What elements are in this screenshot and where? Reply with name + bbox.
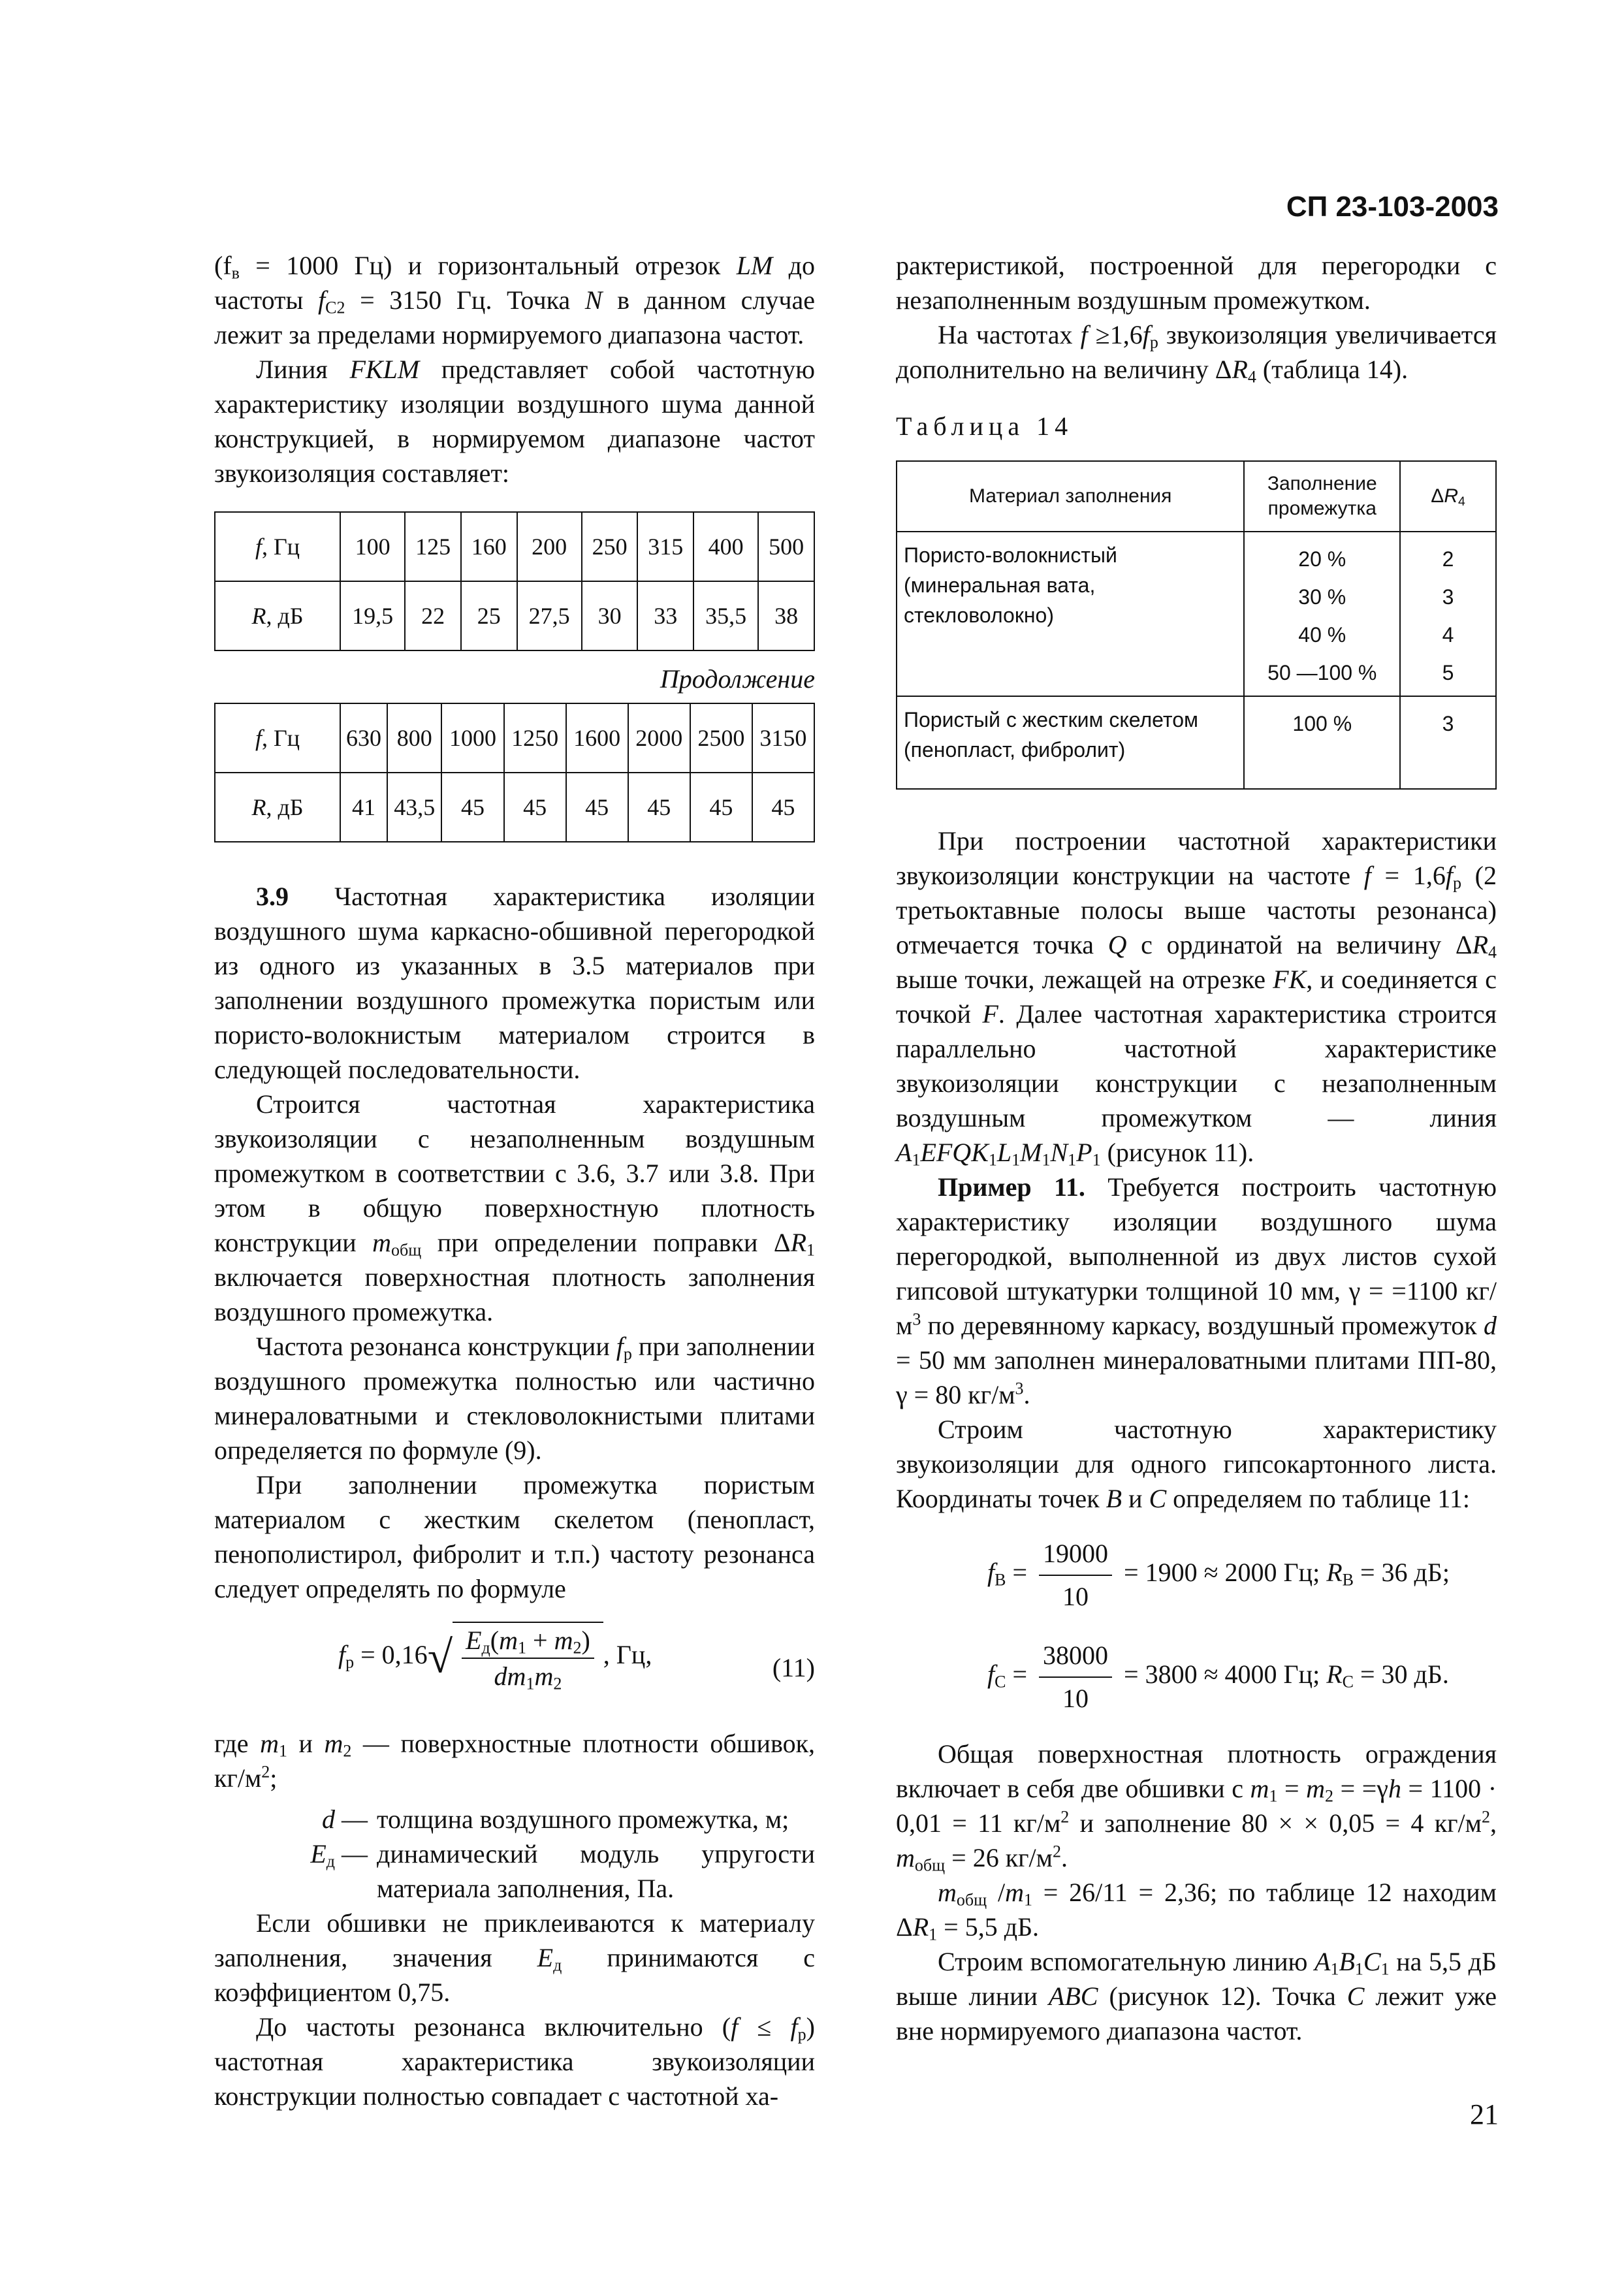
example-11-paragraph: Пример 11. Требуется построить частотную характеристику изоляции воздушного шума перегородкой, выполненной из двух листов сухой гипсовой штукатурки толщиной 10 мм, γ = =1100 $кг/м^3$ по деревянному каркасу, воздушный промежуток d = 50 мм заполнен минераловатными плитами ПП-80, γ = 80 $кг/м^3$. — [896, 1172, 1497, 1409]
table-cell: 45 — [441, 773, 503, 842]
paragraph: Строим вспомогательную линию $A_1B_1C_1$ на 5,5 дБ выше линии ABC (рисунок 12). Точка C лежит уже вне нормируемого диапазона частот. — [896, 1947, 1497, 2045]
table-cell: 33 — [637, 581, 693, 650]
sound-table-1 — [214, 511, 815, 842]
left-column — [214, 248, 815, 2113]
paragraph: ($f_в = 1000$ Гц) и горизонтальный отрезок LM до частоты $f_{С2} = 3150$ Гц. Точка N в данном случае лежит за пределами нормируемого диапазона частот. — [214, 251, 815, 349]
table-cell: 45 — [504, 773, 566, 842]
table-row — [215, 773, 814, 842]
fill-value: 40 % — [1298, 623, 1346, 647]
table-cell: 45 — [566, 773, 628, 842]
delta-r-value: 5 — [1442, 661, 1454, 684]
paragraph: рактеристикой, построенной для перегородки с незаполненным воздушным промежутком. — [896, 251, 1497, 315]
table-row — [897, 532, 1496, 696]
table-cell: 22 — [405, 581, 461, 650]
fill-value: 50 —100 % — [1267, 661, 1377, 684]
table-cell: 35,5 — [693, 581, 758, 650]
row-header: R, дБ — [215, 773, 340, 842]
table-cell: 315 — [637, 512, 693, 581]
table-row — [897, 696, 1496, 789]
table-cell: 38 — [758, 581, 814, 650]
page-number: 21 — [1470, 2098, 1499, 2130]
fill-cell — [1244, 532, 1400, 696]
row-header: f, Гц — [215, 703, 340, 773]
equations — [987, 1533, 1497, 1720]
paragraph: Общая поверхностная плотность ограждения включает в себя две обшивки с $m_1 = m_2 = =\gamma h = 1100 \cdot 0,01 = 11$ $кг/м^2$ и заполнение 80 × × 0,05 = 4 $кг/м^2$, $m_{общ} = 26$ $кг/м^2$. — [896, 1739, 1497, 1875]
definition-text: толщина воздушного промежутка, м; — [377, 1804, 789, 1834]
right-column — [896, 248, 1497, 2048]
table-cell: 1250 — [504, 703, 566, 773]
eq-fraction — [1039, 1635, 1112, 1720]
eq-lhs: $f_С$ = — [987, 1660, 1028, 1692]
table-cell: 160 — [461, 512, 517, 581]
row-header: R, дБ — [215, 581, 340, 650]
paragraph: При заполнении промежутка пористым материалом с жестким скелетом (пенопласт, пенополистирол, фибролит и т.п.) частоту резонанса следует определять по формуле — [214, 1470, 815, 1603]
table-row — [215, 581, 814, 650]
fill-value: 100 % — [1292, 712, 1352, 735]
table-header-row — [897, 461, 1496, 532]
formula-fraction — [462, 1623, 594, 1693]
table-cell: 2000 — [628, 703, 690, 773]
delta-r-value: 3 — [1442, 712, 1454, 735]
formula-unit: , Гц, — [603, 1640, 652, 1670]
table-cell: 1000 — [441, 703, 503, 773]
column-header: Материал заполнения — [897, 461, 1244, 532]
formula-denominator: $dm_1m_2$ — [494, 1661, 562, 1693]
paragraph: До частоты резонанса включительно $(f \le f_р)$ частотная характеристика звукоизоляции конструкции полностью совпадает с частотной ха- — [214, 2012, 815, 2111]
section-3-9-paragraph: 3.9 Частотная характеристика изоляции воздушного шума каркасно-обшивной перегородкой из одного из указанных в 3.5 материалов при заполнении воздушного промежутка пористым или пористо-волокнистым материалом строится в следующей последовательности. — [214, 882, 815, 1084]
delta-r-cell — [1400, 532, 1496, 696]
eq-numerator: 38000 — [1039, 1635, 1112, 1678]
table-row — [215, 703, 814, 773]
frequency-table-continued — [214, 703, 815, 842]
delta-r-value: 2 — [1442, 547, 1454, 571]
table-cell: 30 — [582, 581, 638, 650]
eq-fraction — [1039, 1533, 1112, 1618]
table-cell: 250 — [582, 512, 638, 581]
table-cell: 27,5 — [517, 581, 582, 650]
formula-radicand — [453, 1622, 603, 1693]
table-cell: 3150 — [752, 703, 814, 773]
eq-denominator: 10 — [1062, 1684, 1089, 1713]
table-cell: 200 — [517, 512, 582, 581]
eq-rhs: = 3800 ≈ 4000 Гц; $R_С = 30$ дБ. — [1124, 1660, 1449, 1692]
fill-cell — [1244, 696, 1400, 789]
document-header: СП 23-103-2003 — [1286, 191, 1499, 223]
column-header: $\Delta R_4$ — [1400, 461, 1496, 532]
table-cell: 800 — [387, 703, 442, 773]
definitions — [214, 1802, 815, 1906]
table-14-caption: Таблица 14 — [896, 411, 1074, 441]
table-cell: 41 — [340, 773, 387, 842]
formula-numerator: $E_д(m_1 + m_2)$ — [462, 1623, 594, 1659]
material-cell: Пористо-волокнистый (минеральная вата, стекловолокно) — [897, 532, 1244, 696]
formula-number: (11) — [772, 1653, 815, 1682]
fill-value: 30 % — [1298, 585, 1346, 609]
table-cell: 43,5 — [387, 773, 442, 842]
paragraph: При построении частотной характеристики звукоизоляции конструкции на частоте $f = 1,6f_р$ (2 третьоктавные полосы выше частоты резонанса) отмечается точка Q с ординатой на величину $\Delta R_4$ выше точки, лежащей на отрезке FK, и соединяется с точкой F. Далее частотная характеристика строится параллельно частотной характеристике звукоизоляции конструкции с незаполненным воздушным промежутком — линия $A_1EFQK_1L_1M_1N_1P_1$ (рисунок 11). — [896, 826, 1497, 1170]
definition-text: динамический модуль упругости материала заполнения, Па. — [377, 1839, 815, 1903]
table-cell: 45 — [628, 773, 690, 842]
table-cell: 500 — [758, 512, 814, 581]
eq-rhs: = 1900 ≈ 2000 Гц; $R_В = 36$ дБ; — [1124, 1558, 1450, 1590]
eq-lhs: $f_В$ = — [987, 1558, 1028, 1590]
definition-symbol: d — — [322, 1804, 368, 1834]
frequency-table — [214, 511, 815, 651]
table-14 — [896, 460, 1497, 790]
sqrt-sign: √ — [427, 1632, 453, 1683]
formula-body — [338, 1622, 652, 1693]
paragraph: Линия FKLM представляет собой частотную характеристику изоляции воздушного шума данной конструкцией, в нормируемом диапазоне частот звукоизоляция составляет: — [214, 355, 815, 488]
paragraph: Частота резонанса конструкции $f_р$ при заполнении воздушного промежутка полностью или частично минераловатными и стекловолокнистыми плитами определяется по формуле (9). — [214, 1332, 815, 1465]
paragraph: Строится частотная характеристика звукоизоляции с незаполненным воздушным промежутком в соответствии с 3.6, 3.7 или 3.8. При этом в общую поверхностную плотность конструкции $m_{общ}$ при определении поправки $\Delta R_1$ включается поверхностная плотность заполнения воздушного промежутка. — [214, 1089, 815, 1326]
paragraph: На частотах $f \ge 1,6f_р$ звукоизоляция увеличивается дополнительно на величину $\Delta R_4$ (таблица 14). — [896, 320, 1497, 387]
delta-r-cell — [1400, 696, 1496, 789]
fill-value: 20 % — [1298, 547, 1346, 571]
equation-fc — [987, 1635, 1497, 1720]
table-cell: 125 — [405, 512, 461, 581]
table-cell: 630 — [340, 703, 387, 773]
eq-denominator: 10 — [1062, 1582, 1089, 1611]
material-cell: Пористый с жестким скелетом (пенопласт, фибролит) — [897, 696, 1244, 789]
paragraph: Строим частотную характеристику звукоизоляции для одного гипсокартонного листа. Координаты точек B и C определяем по таблице 11: — [896, 1415, 1497, 1513]
eq-numerator: 19000 — [1039, 1533, 1112, 1576]
paragraph: $m_{общ}$ $/m_1 = 26/11 = 2,36$; по таблице 12 находим $\Delta R_1 = 5,5$ дБ. — [896, 1878, 1497, 1944]
delta-r-value: 4 — [1442, 623, 1454, 647]
paragraph: Если обшивки не приклеиваются к материалу заполнения, значения $E_д$ принимаются с коэффициентом 0,75. — [214, 1908, 815, 2007]
definition-row — [214, 1836, 815, 1906]
definition-row — [214, 1802, 815, 1836]
table-cell: 45 — [690, 773, 752, 842]
column-header: Заполнение промежутка — [1244, 461, 1400, 532]
definition-symbol: $E_д$ — — [310, 1839, 368, 1871]
table-cell: 100 — [340, 512, 405, 581]
delta-r-value: 3 — [1442, 585, 1454, 609]
table-cell: 25 — [461, 581, 517, 650]
formula-11 — [214, 1622, 815, 1720]
equation-fb — [987, 1533, 1497, 1618]
table-cell: 45 — [752, 773, 814, 842]
table-cell: 400 — [693, 512, 758, 581]
where-clause: где $m_1$ и $m_2$ — поверхностные плотности обшивок, $кг/м^2$; — [214, 1729, 815, 1793]
table-cell: 1600 — [566, 703, 628, 773]
formula-lhs: $f_р = 0,16$ — [338, 1640, 428, 1672]
table-cell: 19,5 — [340, 581, 405, 650]
table-cell: 2500 — [690, 703, 752, 773]
row-header: f, Гц — [215, 512, 340, 581]
table-row — [215, 512, 814, 581]
table-continuation-label: Продолжение — [660, 664, 815, 694]
